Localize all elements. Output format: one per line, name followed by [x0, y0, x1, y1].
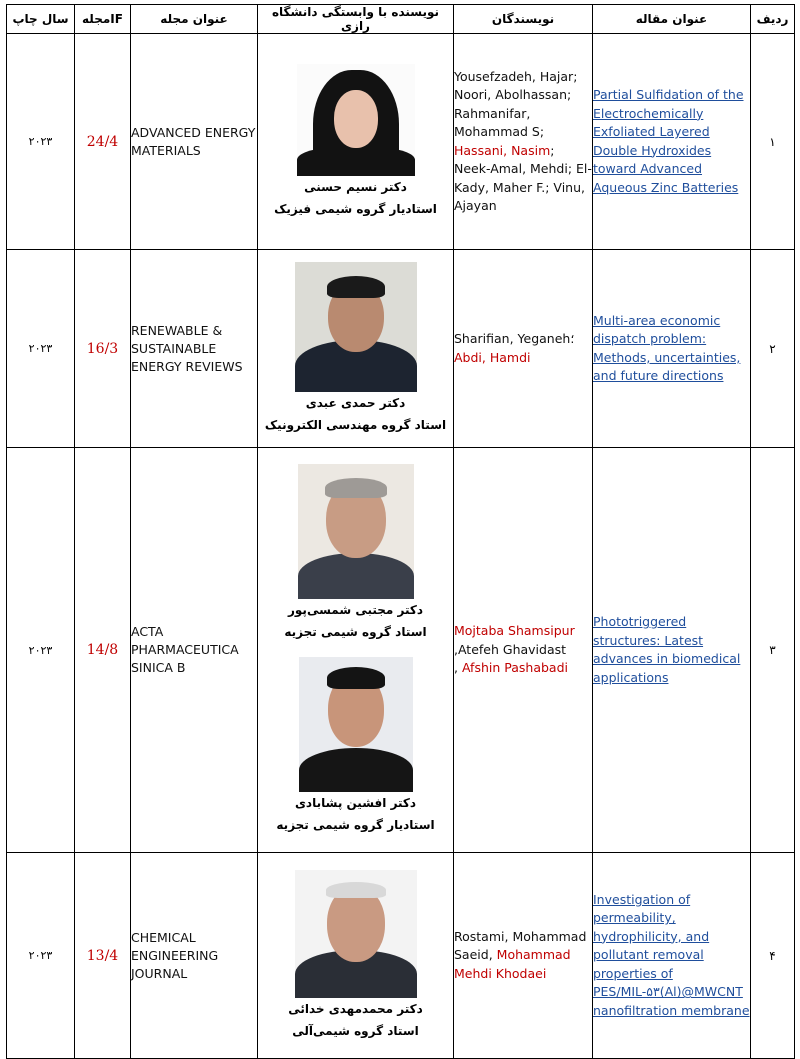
- row-number: ۳: [751, 448, 795, 853]
- authors: [454, 853, 593, 1059]
- row-number: ۴: [751, 853, 795, 1059]
- faculty-member: [258, 464, 453, 643]
- row-number: ۱: [751, 34, 795, 250]
- publish-year: ۲۰۲۳: [7, 853, 75, 1059]
- portrait-photo: [297, 64, 415, 176]
- faculty-member: [258, 262, 453, 436]
- authors-text: Sharifian, Yeganeh؛: [454, 331, 575, 346]
- faculty-member: [258, 64, 453, 220]
- authors-highlight: Mojtaba Shamsipur: [454, 623, 575, 639]
- article-title-link[interactable]: Partial Sulfidation of the Electrochemically Exfoliated Layered Double Hydroxides toward Advanced Aqueous Zinc Batteries: [593, 87, 744, 195]
- impact-factor: 13/4: [75, 853, 131, 1059]
- portrait-photo: [299, 657, 413, 792]
- portrait-photo: [298, 464, 414, 599]
- authors-text: Yousefzadeh, Hajar; Noori, Abolhassan; Rahmanifar, Mohammad S;: [454, 68, 578, 139]
- header-journal: عنوان مجله: [131, 5, 258, 34]
- table-row: [7, 250, 795, 448]
- faculty-name: دکتر محمدمهدی خدائی: [288, 1001, 423, 1016]
- journal-title: RENEWABLE & SUSTAINABLE ENERGY REVIEWS: [131, 250, 258, 448]
- faculty-rank: استادیار گروه شیمی تجزیه: [276, 818, 435, 832]
- faculty-member: [258, 870, 453, 1042]
- row-number: ۲: [751, 250, 795, 448]
- portrait-photo: [295, 262, 417, 392]
- article-title-link[interactable]: Multi-area economic dispatch problem: Methods, uncertainties, and future directions: [593, 312, 741, 383]
- authors: Mojtaba Shamsipur ,Atefeh Ghavidast , Afshin Pashabadi: [454, 448, 593, 853]
- authors: [454, 250, 593, 448]
- authors-text: ; Neek-Amal, Mehdi; El-Kady, Maher F.; Vinu, Ajayan: [454, 142, 592, 213]
- portrait-photo: [295, 870, 417, 998]
- publish-year: ۲۰۲۳: [7, 34, 75, 250]
- publish-year: ۲۰۲۳: [7, 448, 75, 853]
- journal-title: CHEMICAL ENGINEERING JOURNAL: [131, 853, 258, 1059]
- publications-table: [6, 4, 795, 1059]
- impact-factor: 24/4: [75, 34, 131, 250]
- article-title-link[interactable]: Investigation of permeability, hydrophilicity, and pollutant removal properties of PES/MIL-۵۳(Al)@MWCNT nanofiltration membrane: [593, 891, 750, 1018]
- faculty-cell: [258, 250, 454, 448]
- faculty-name: دکتر نسیم حسنی: [304, 179, 407, 194]
- faculty-name: دکتر افشین پشابادی: [294, 796, 417, 810]
- header-authors: نویسندگان: [454, 5, 593, 34]
- faculty-rank: استاد گروه مهندسی الکترونیک: [264, 417, 447, 432]
- faculty-rank: استاد گروه شیمی تجزیه: [284, 625, 427, 639]
- header-faculty: نویسنده با وابستگی دانشگاه رازی: [258, 5, 454, 34]
- authors-text: ,Atefeh Ghavidast: [454, 641, 567, 657]
- table-row: [7, 34, 795, 250]
- header-year: سال چاپ: [7, 5, 75, 34]
- impact-factor: 14/8: [75, 448, 131, 853]
- header-row-number: ردیف: [751, 5, 795, 34]
- impact-factor: 16/3: [75, 250, 131, 448]
- authors: [454, 34, 593, 250]
- authors-highlight: Abdi, Hamdi: [454, 349, 531, 365]
- faculty-rank: استاد گروه شیمی‌آلی: [292, 1023, 419, 1038]
- article-title-link[interactable]: Phototriggered structures: Latest advances in biomedical applications: [593, 614, 741, 685]
- authors-highlight-2: Afshin Pashabadi: [461, 660, 568, 676]
- article-title: [593, 853, 751, 1059]
- article-title: [593, 448, 751, 853]
- authors-text: Rostami, Mohammad Saeid,: [454, 928, 587, 963]
- article-title: [593, 34, 751, 250]
- authors-highlight: Mohammad Mehdi Khodaei: [454, 947, 571, 981]
- article-title: [593, 250, 751, 448]
- header-row: [7, 5, 795, 34]
- header-impact-factor: IFمجله: [75, 5, 131, 34]
- authors-highlight: Hassani, Nasim: [454, 142, 551, 158]
- faculty-cell: [258, 853, 454, 1059]
- faculty-cell: [258, 34, 454, 250]
- header-title: عنوان مقاله: [593, 5, 751, 34]
- faculty-rank: استادیار گروه شیمی فیزیک: [274, 201, 437, 216]
- faculty-name: دکتر حمدی عبدی: [305, 395, 406, 410]
- faculty-name: دکتر مجتبی شمسی‌پور: [288, 603, 424, 617]
- faculty-cell: [258, 448, 454, 853]
- faculty-member: [258, 657, 453, 836]
- journal-title: ACTA PHARMACEUTICA SINICA B: [131, 448, 258, 853]
- table-row: [7, 448, 795, 853]
- journal-title: ADVANCED ENERGY MATERIALS: [131, 34, 258, 250]
- publish-year: ۲۰۲۳: [7, 250, 75, 448]
- table-row: [7, 853, 795, 1059]
